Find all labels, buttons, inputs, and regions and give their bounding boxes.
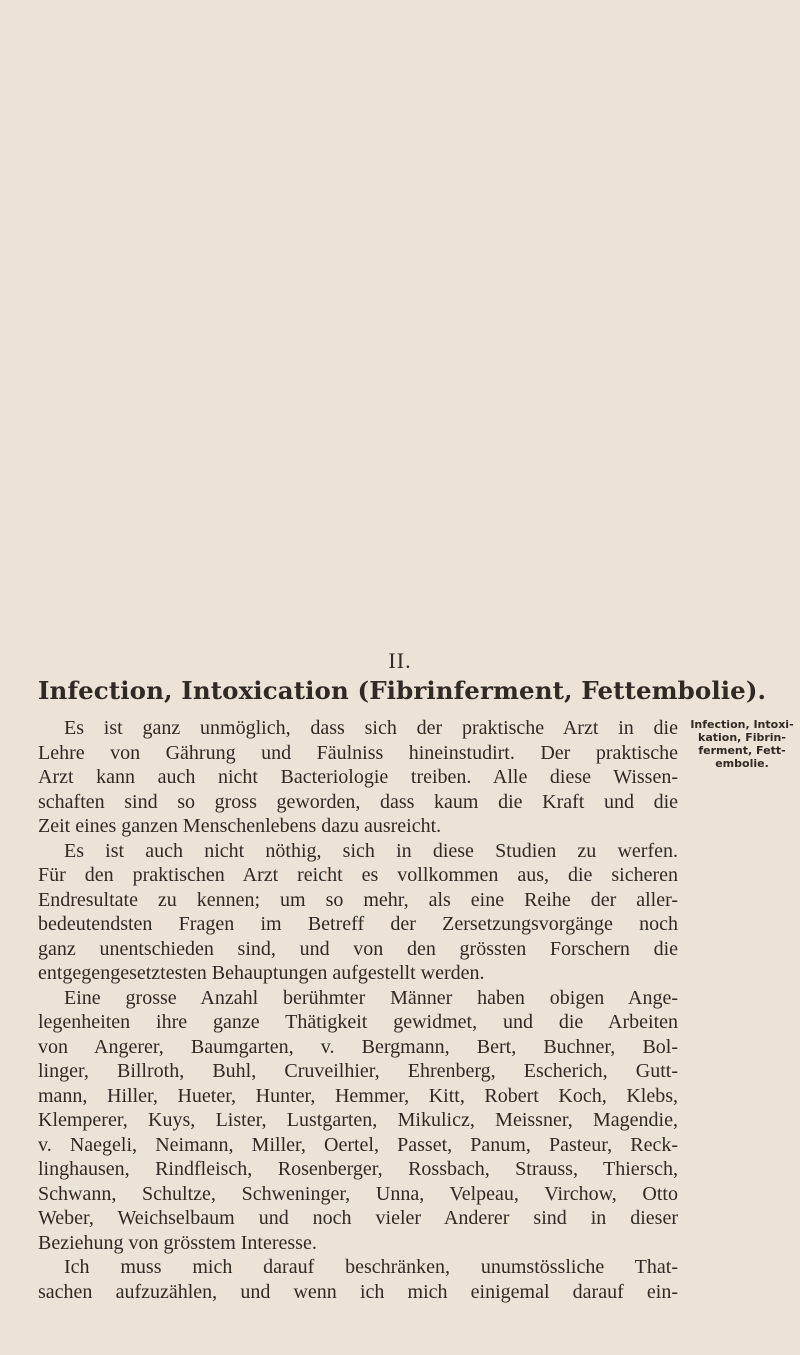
margin-note-line: ferment, Fett- bbox=[698, 744, 786, 757]
section-heading: Infection, Intoxication (Fibrinferment, Fettembolie). bbox=[38, 676, 767, 705]
body-text bbox=[38, 716, 678, 1304]
text-line: mann, Hiller, Hueter, Hunter, Hemmer, Kitt, Robert Koch, Klebs, bbox=[38, 1084, 678, 1107]
text-line: Weber, Weichselbaum und noch vieler Anderer sind in dieser bbox=[38, 1207, 678, 1229]
text-line: Es ist ganz unmöglich, dass sich der praktische Arzt in die bbox=[64, 717, 678, 739]
text-line: Für den praktischen Arzt reicht es vollkommen aus, die sicheren bbox=[38, 864, 678, 886]
text-line: linghausen, Rindfleisch, Rosenberger, Rossbach, Strauss, Thiersch, bbox=[38, 1158, 678, 1180]
text-line: Ich muss mich darauf beschränken, unumstössliche That- bbox=[64, 1256, 678, 1278]
margin-note-line: embolie. bbox=[715, 757, 769, 770]
margin-note bbox=[688, 718, 796, 770]
text-line: Schwann, Schultze, Schweninger, Unna, Velpeau, Virchow, Otto bbox=[38, 1182, 678, 1205]
text-line: schaften sind so gross geworden, dass kaum die Kraft und die bbox=[38, 790, 678, 813]
text-line: Lehre von Gährung und Fäulniss hineinstudirt. Der praktische bbox=[38, 741, 678, 764]
text-line: Eine grosse Anzahl berühmter Männer haben obigen Ange- bbox=[64, 986, 678, 1009]
text-line: Arzt kann auch nicht Bacteriologie treiben. Alle diese Wissen- bbox=[38, 766, 678, 788]
text-line: linger, Billroth, Buhl, Cruveilhier, Ehrenberg, Escherich, Gutt- bbox=[38, 1060, 678, 1082]
text-line: legenheiten ihre ganze Thätigkeit gewidmet, und die Arbeiten bbox=[38, 1011, 678, 1033]
text-line: Klemperer, Kuys, Lister, Lustgarten, Mikulicz, Meissner, Magendie, bbox=[38, 1109, 678, 1131]
text-line: Zeit eines ganzen Menschenlebens dazu ausreicht. bbox=[38, 815, 442, 837]
text-line: von Angerer, Baumgarten, v. Bergmann, Bert, Buchner, Bol- bbox=[38, 1035, 678, 1058]
text-line: Es ist auch nicht nöthig, sich in diese Studien zu werfen. bbox=[64, 839, 678, 862]
text-line: ganz unentschieden sind, und von den grössten Forschern die bbox=[38, 937, 678, 960]
section-numeral: II. bbox=[388, 648, 412, 673]
margin-note-line: kation, Fibrin- bbox=[698, 731, 786, 744]
text-line: Endresultate zu kennen; um so mehr, als eine Reihe der aller- bbox=[38, 888, 678, 911]
text-line: Beziehung von grösstem Interesse. bbox=[38, 1231, 317, 1254]
text-line: bedeutendsten Fragen im Betreff der Zersetzungsvorgänge noch bbox=[38, 913, 678, 935]
text-line: v. Naegeli, Neimann, Miller, Oertel, Passet, Panum, Pasteur, Reck- bbox=[38, 1133, 678, 1156]
text-line: entgegengesetztesten Behauptungen aufgestellt werden. bbox=[38, 962, 485, 984]
text-line: sachen aufzuzählen, und wenn ich mich einigemal darauf ein- bbox=[38, 1280, 678, 1303]
margin-note-line: Infection, Intoxi- bbox=[690, 718, 794, 731]
